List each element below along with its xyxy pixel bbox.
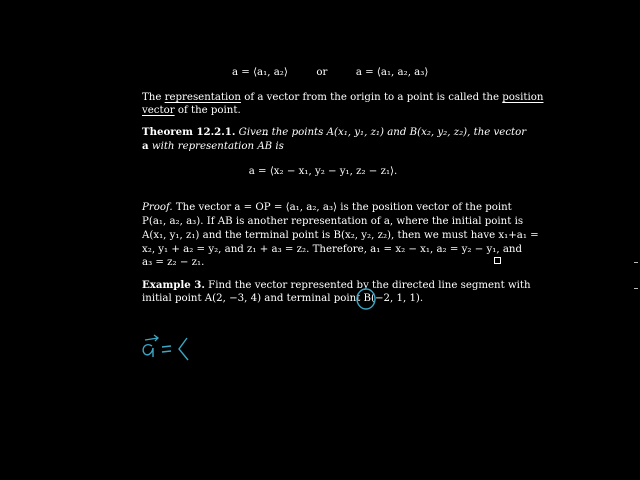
formula-3d: a = ⟨a₁, a₂, a₃⟩ — [355, 67, 429, 78]
example-line-2: initial point A(2, −3, 4) and terminal point B(−2, 1, 1). — [142, 293, 424, 304]
definition-text: of the point. — [174, 105, 241, 116]
ink-arrow — [145, 335, 158, 341]
edge-tick — [634, 288, 638, 289]
proof-label: Proof. — [142, 202, 173, 213]
ink-bracket — [179, 338, 188, 360]
proof-line-2: P(a₁, a₂, a₃). If AB is another representation of a, where the initial point is — [142, 216, 524, 227]
ink-equals — [162, 346, 171, 352]
edge-tick — [634, 262, 638, 263]
ink-letter-a — [143, 345, 153, 357]
proof-line-5: a₃ = z₂ − z₁. — [142, 257, 205, 268]
term-vector: vector — [142, 105, 175, 116]
theorem-text: is — [272, 141, 284, 152]
example-text: Find the vector represented by the directed line segment with — [204, 280, 531, 291]
definition-text: of a vector from the origin to a point is called the — [240, 92, 503, 103]
or-word: or — [316, 67, 328, 78]
term-representation: representation — [164, 92, 241, 103]
formula-2d: a = ⟨a₁, a₂⟩ — [232, 67, 288, 78]
theorem-formula: a = ⟨x₂ − x₁, y₂ − y₁, z₂ − z₁⟩. — [248, 166, 398, 177]
theorem-label: Theorem 12.2.1. — [142, 126, 236, 138]
vector-a: a — [142, 140, 149, 152]
example-label: Example 3. — [142, 279, 205, 291]
proof-line-4: x₂, y₁ + a₂ = y₂, and z₁ + a₃ = z₂. Therefore, a₁ = x₂ − x₁, a₂ = y₂ − y₁, and — [142, 244, 522, 255]
theorem-text: with representation — [148, 141, 258, 152]
term-position: position — [502, 92, 544, 103]
definition-text: The — [142, 92, 165, 103]
theorem-text: Given the points A(x₁, y₁, z₁) and B(x₂, y₂, z₂), the vector — [235, 127, 527, 138]
vector-ab: → AB — [257, 140, 272, 153]
ink-circle — [357, 289, 375, 309]
proof-line-3: A(x₁, y₁, z₁) and the terminal point is B(x₂, y₂, z₂), then we must have x₁+a₁ = — [142, 230, 539, 241]
proof-text: The vector a = OP = ⟨a₁, a₂, a₃⟩ is the position vector of the point — [172, 202, 512, 213]
